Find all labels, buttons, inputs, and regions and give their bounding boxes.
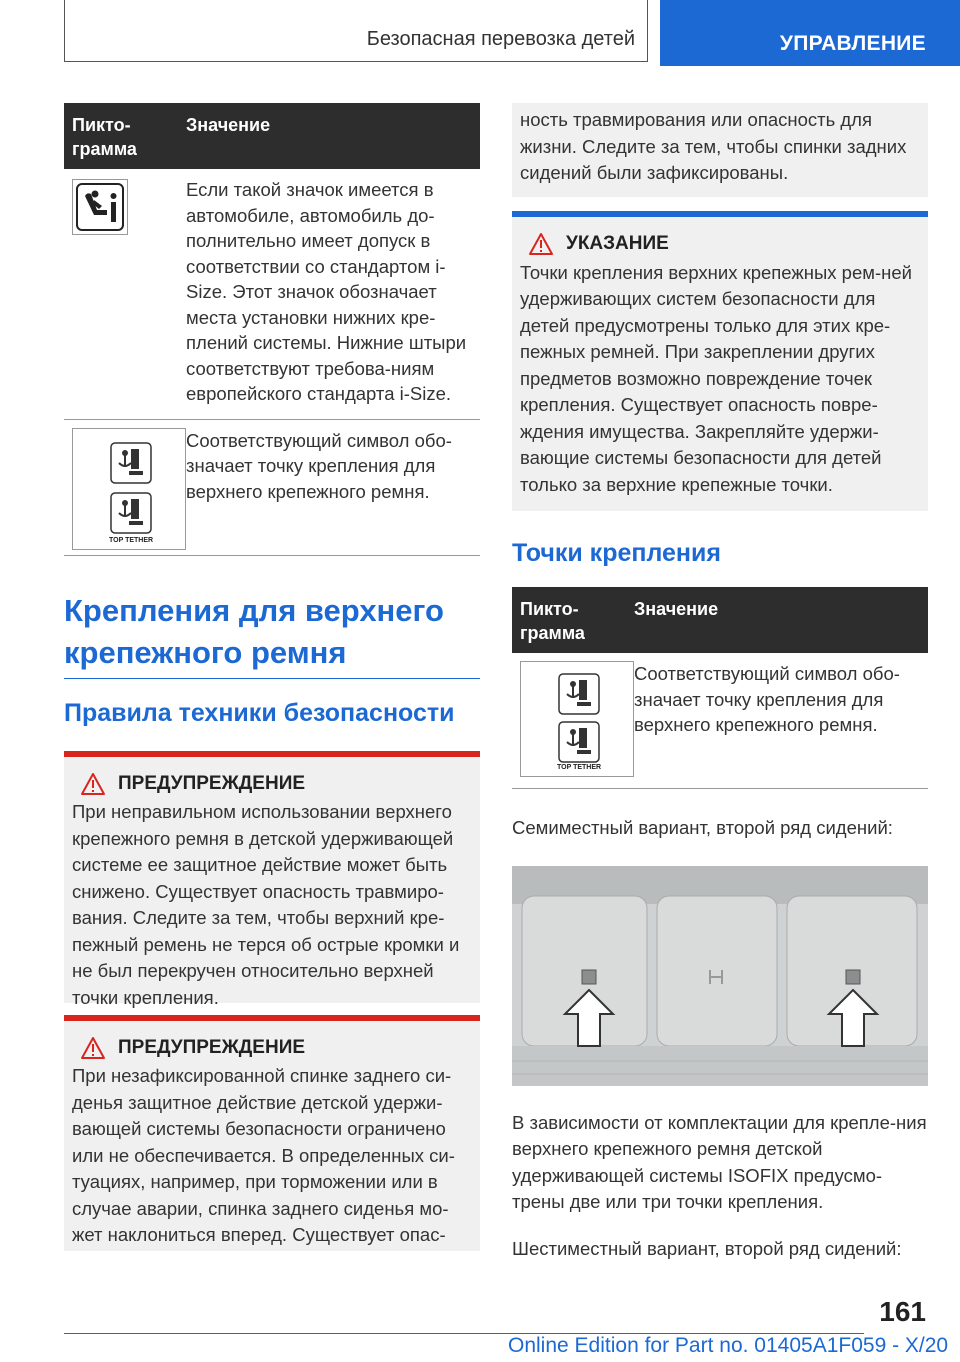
- table-row: [64, 169, 480, 420]
- notice-text: Точки крепления верхних крепежных рем-ней удерживающих систем безопасности для детей предусмотрены только для этих кре-пежных ремней. При закреплении других предметов возможно повреждение точек крепления. Существует опасность повре-ждения имущества. Закрепляйте удержи-вающие системы безопасности для детей только за верхние крепежные точки.: [520, 261, 912, 495]
- notice-box: [512, 211, 928, 511]
- row-meaning: Соответствующий символ обо-значает точку крепления для верхнего крепежного ремня.: [186, 429, 452, 502]
- warning-text: При незафиксированной спинке заднего си-денья защитное действие детской удержи-вающей системы безопасности ограничено или не обеспечивается. В определенных си-туациях, например, при торможении или в случае аварии, спинка заднего сиденья мо-жет наклониться вперед. Существует опас-: [72, 1065, 455, 1245]
- subsection-heading: Точки крепления: [512, 539, 721, 567]
- warning-triangle-icon: [80, 1036, 106, 1060]
- table-header: [64, 103, 480, 169]
- table-row: [512, 653, 928, 789]
- page-header: [0, 0, 960, 66]
- table-header: [512, 587, 928, 653]
- pictogram-table: [64, 103, 480, 556]
- col-meaning-header: Значение: [634, 599, 719, 619]
- section-heading: Крепления для верхнего крепежного ремня: [64, 590, 480, 679]
- col-pictogram-header: Пикто- грамма: [72, 115, 137, 159]
- top-tether-icon: [72, 428, 186, 550]
- warning-text: При неправильном использовании верхнего крепежного ремня в детской удерживающей системе ее защитное действие может быть снижено. Существует опасность травмиро-вания. Следите за тем, чтобы верхний кре-пежный ремень не терся об острые кромки и не был перекручен относительно верхней точки крепления.: [72, 801, 460, 1008]
- paragraph: В зависимости от комплектации для крепле-ния верхнего крепежного ремня детской удерживающей системы ISOFIX предусмо-трены две или три точки крепления.: [512, 1111, 927, 1212]
- anchor-seat-icon: [557, 672, 601, 716]
- row-meaning: Если такой значок имеется в автомобиле, автомобиль до-полнительно имеет допуск в соответствии со стандартом i-Size. Этот значок обозначает места установки нижних кре-плений системы. Нижние штыри соответствуют требова-ниям европейского стандарта i-Size.: [186, 179, 467, 404]
- warning-box: [64, 751, 480, 1008]
- seat-anchor-photo: [512, 866, 928, 1086]
- row-meaning: Соответствующий символ обо-значает точку крепления для верхнего крепежного ремня.: [634, 663, 900, 735]
- isofix-i-size-icon: [72, 179, 128, 235]
- pictogram-table: [512, 587, 928, 789]
- section-tab[interactable]: УПРАВЛЕНИЕ: [660, 0, 960, 66]
- subsection-heading: Правила техники безопасности: [64, 698, 455, 727]
- paragraph: Семиместный вариант, второй ряд сидений:: [512, 817, 893, 838]
- right-column: [512, 103, 928, 1262]
- top-tether-label: TOP TETHER: [557, 764, 602, 771]
- footer-edition[interactable]: Online Edition for Part no. 01405A1F059 - X/20: [508, 1334, 949, 1357]
- i-size-icon: [73, 180, 127, 234]
- col-pictogram-header: Пикто- грамма: [520, 599, 585, 643]
- rear-seat-illustration: [512, 866, 928, 1086]
- chapter-title: Безопасная перевозка детей: [366, 28, 635, 50]
- warning-box: [64, 1015, 480, 1251]
- warning-title: ПРЕДУПРЕЖДЕНИЕ: [118, 772, 306, 794]
- notice-title: УКАЗАНИЕ: [566, 233, 669, 254]
- left-column: [64, 103, 480, 1251]
- warning-title: ПРЕДУПРЕЖДЕНИЕ: [118, 1036, 306, 1058]
- warning-continuation: [512, 103, 928, 197]
- page-number: 161: [879, 1296, 926, 1327]
- anchor-seat-icon: [109, 491, 153, 535]
- paragraph: Шестиместный вариант, второй ряд сидений:: [512, 1237, 902, 1259]
- warning-text: ность травмирования или опасность для жизни. Следите за тем, чтобы спинки задних сидений были зафиксированы.: [520, 109, 907, 183]
- chapter-box: [64, 0, 648, 62]
- col-meaning-header: Значение: [186, 115, 271, 135]
- anchor-seat-icon: [109, 441, 153, 485]
- warning-triangle-icon: [80, 772, 106, 796]
- notice-triangle-icon: [528, 232, 554, 256]
- table-row: [64, 420, 480, 556]
- anchor-seat-icon: [557, 720, 601, 764]
- top-tether-icon: [520, 661, 634, 777]
- top-tether-label: TOP TETHER: [109, 536, 154, 544]
